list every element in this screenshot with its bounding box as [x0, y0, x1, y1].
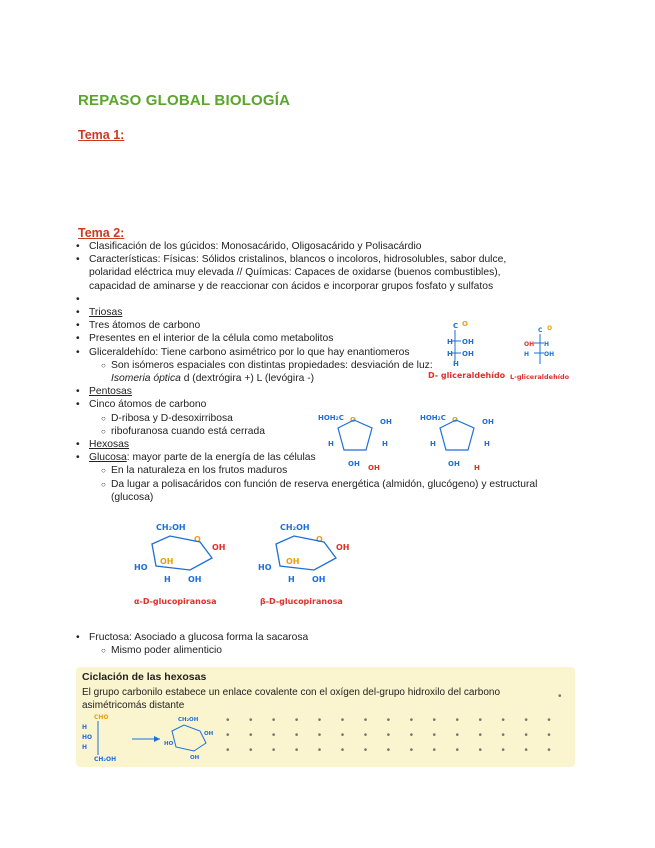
- d-gliceraldehido-label: D- gliceraldehído: [428, 371, 506, 380]
- tema-2-heading: Tema 2:: [78, 226, 125, 240]
- c-label: C: [538, 327, 543, 334]
- alpha-glucopiranosa-label: α-D-glucopiranosa: [134, 597, 217, 606]
- ho-label: HO: [82, 734, 93, 741]
- oh-label: OH: [204, 731, 214, 737]
- tema-2-list-continued: [75, 631, 550, 657]
- tema-1-heading: Tema 1:: [78, 128, 125, 142]
- ho-label: HO: [258, 563, 272, 572]
- oh-label: OH: [462, 350, 474, 358]
- sub-list-item: ○ Da lugar a polisacáridos con función de reserva energética (almidón, glucógeno) y estructural (glucosa): [75, 478, 581, 504]
- sub-list-item: ○ Mismo poder alimenticio: [75, 644, 550, 657]
- o-label: O: [194, 535, 201, 544]
- oh-label: OH: [380, 418, 392, 426]
- o-label: O: [462, 320, 468, 328]
- gliceraldehido-drawings: [420, 318, 580, 388]
- list-item: • Clasificación de los gúcidos: Monosacárido, Oligosacárido y Polisacárdio: [75, 240, 550, 253]
- ribose-drawings: [316, 408, 516, 476]
- pentosas-label: Pentosas: [89, 386, 132, 398]
- oh-label: OH: [212, 543, 226, 552]
- o-label: O: [452, 416, 458, 424]
- box-title: Ciclación de las hexosas: [82, 671, 207, 683]
- oh-label: OH: [462, 338, 474, 346]
- h-label: H: [447, 350, 453, 358]
- list-item: • Gliceraldehído: Tiene carbono asimétrico por lo que hay enantiomeros: [75, 346, 550, 359]
- oh-label: OH: [448, 460, 460, 468]
- h-label: H: [453, 360, 459, 368]
- oh-label: OH: [336, 543, 350, 552]
- oh-label: OH: [482, 418, 494, 426]
- beta-glucopiranosa-label: β-D-glucopiranosa: [260, 597, 343, 606]
- list-item: • Fructosa: Asociado a glucosa forma la sacarosa: [75, 631, 550, 644]
- c-label: C: [453, 322, 459, 330]
- ch2oh-label: CH₂OH: [280, 523, 310, 532]
- oh-label: OH: [160, 557, 174, 566]
- oh-label: OH: [312, 575, 326, 584]
- hexosas-label: Hexosas: [89, 439, 130, 451]
- ciclacion-box: [76, 667, 575, 767]
- list-item: • Características: Físicas: Sólidos cristalinos, blancos o incoloros, hidrosolubles, sabor dulce, polaridad eléctrica muy elevada // Químicas: Capaces de oxidarse (buenos combustibles), capacidad de aminarse y de reaccionar con ácidos e incorporar grupos fosfato y sulfatos: [75, 253, 550, 293]
- o-label: O: [350, 416, 356, 424]
- list-item: • Cinco átomos de carbono: [75, 398, 550, 411]
- oh-label: OH: [544, 351, 555, 358]
- sub-list-item: ○ ribofuranosa cuando está cerrada: [75, 425, 550, 438]
- sub-list-item: ○ D-ribosa y D-desoxirribosa: [75, 412, 550, 425]
- h-label: H: [484, 440, 490, 448]
- h-label: H: [288, 575, 295, 584]
- list-item: • Presentes en el interior de la célula como metabolitos: [75, 332, 550, 345]
- o-label: O: [547, 325, 553, 332]
- ho-label: HO: [134, 563, 148, 572]
- oh-label: OH: [190, 755, 200, 761]
- h-label: H: [544, 341, 550, 348]
- hoh2c-label: HOH₂C: [420, 414, 446, 422]
- o-label: O: [316, 535, 323, 544]
- ch2oh-label: CH₂OH: [156, 523, 186, 532]
- h-label: H: [164, 575, 171, 584]
- sub-list-item: ○ Son isómeros espaciales con distintas propiedades: desviación de luz: Isomeria óptica d (dextrógira +) L (levógira -): [75, 359, 456, 385]
- ch2oh-label: CH₂OH: [178, 717, 199, 723]
- dot-grid: • • • • • • • • • • • • • • •: [226, 730, 551, 741]
- h-label: H: [430, 440, 436, 448]
- ho-label: HO: [164, 741, 174, 747]
- dot-grid: •: [558, 691, 562, 702]
- dot-grid: • • • • • • • • • • • • • • •: [226, 715, 551, 726]
- oh-label: OH: [286, 557, 300, 566]
- h-label: H: [328, 440, 334, 448]
- h-label: H: [524, 351, 530, 358]
- h-label: H: [82, 744, 88, 751]
- oh-label: OH: [524, 341, 535, 348]
- h-label: H: [382, 440, 388, 448]
- ch2oh-label: CH₂OH: [94, 756, 117, 763]
- h-label: H: [82, 724, 88, 731]
- triosas-label: Triosas: [89, 307, 123, 319]
- cho-label: CHO: [94, 714, 109, 721]
- glucopiranosa-drawings: [130, 520, 400, 610]
- dot-grid: • • • • • • • • • • • • • • •: [226, 745, 551, 756]
- list-item-empty: [75, 293, 550, 306]
- sub-list-item: ○ En la naturaleza en los frutos maduros: [75, 464, 550, 477]
- h-label: H: [447, 338, 453, 346]
- list-item: • Tres átomos de carbono: [75, 319, 550, 332]
- oh-label: OH: [348, 460, 360, 468]
- oh-label: OH: [188, 575, 202, 584]
- box-text: El grupo carbonilo estabece un enlace covalente con el oxígen del-grupo hidroxilo del carbono asimétricomás distante: [82, 687, 501, 711]
- hoh2c-label: HOH₂C: [318, 414, 344, 422]
- oh-label: OH: [368, 464, 380, 472]
- h-label: H: [474, 464, 480, 472]
- list-item: • Glucosa: mayor parte de la energía de las células: [75, 451, 550, 464]
- ciclacion-drawing: [80, 713, 220, 763]
- document-title: REPASO GLOBAL BIOLOGÍA: [78, 92, 291, 109]
- l-gliceraldehido-label: L-gliceraldehído: [510, 373, 570, 381]
